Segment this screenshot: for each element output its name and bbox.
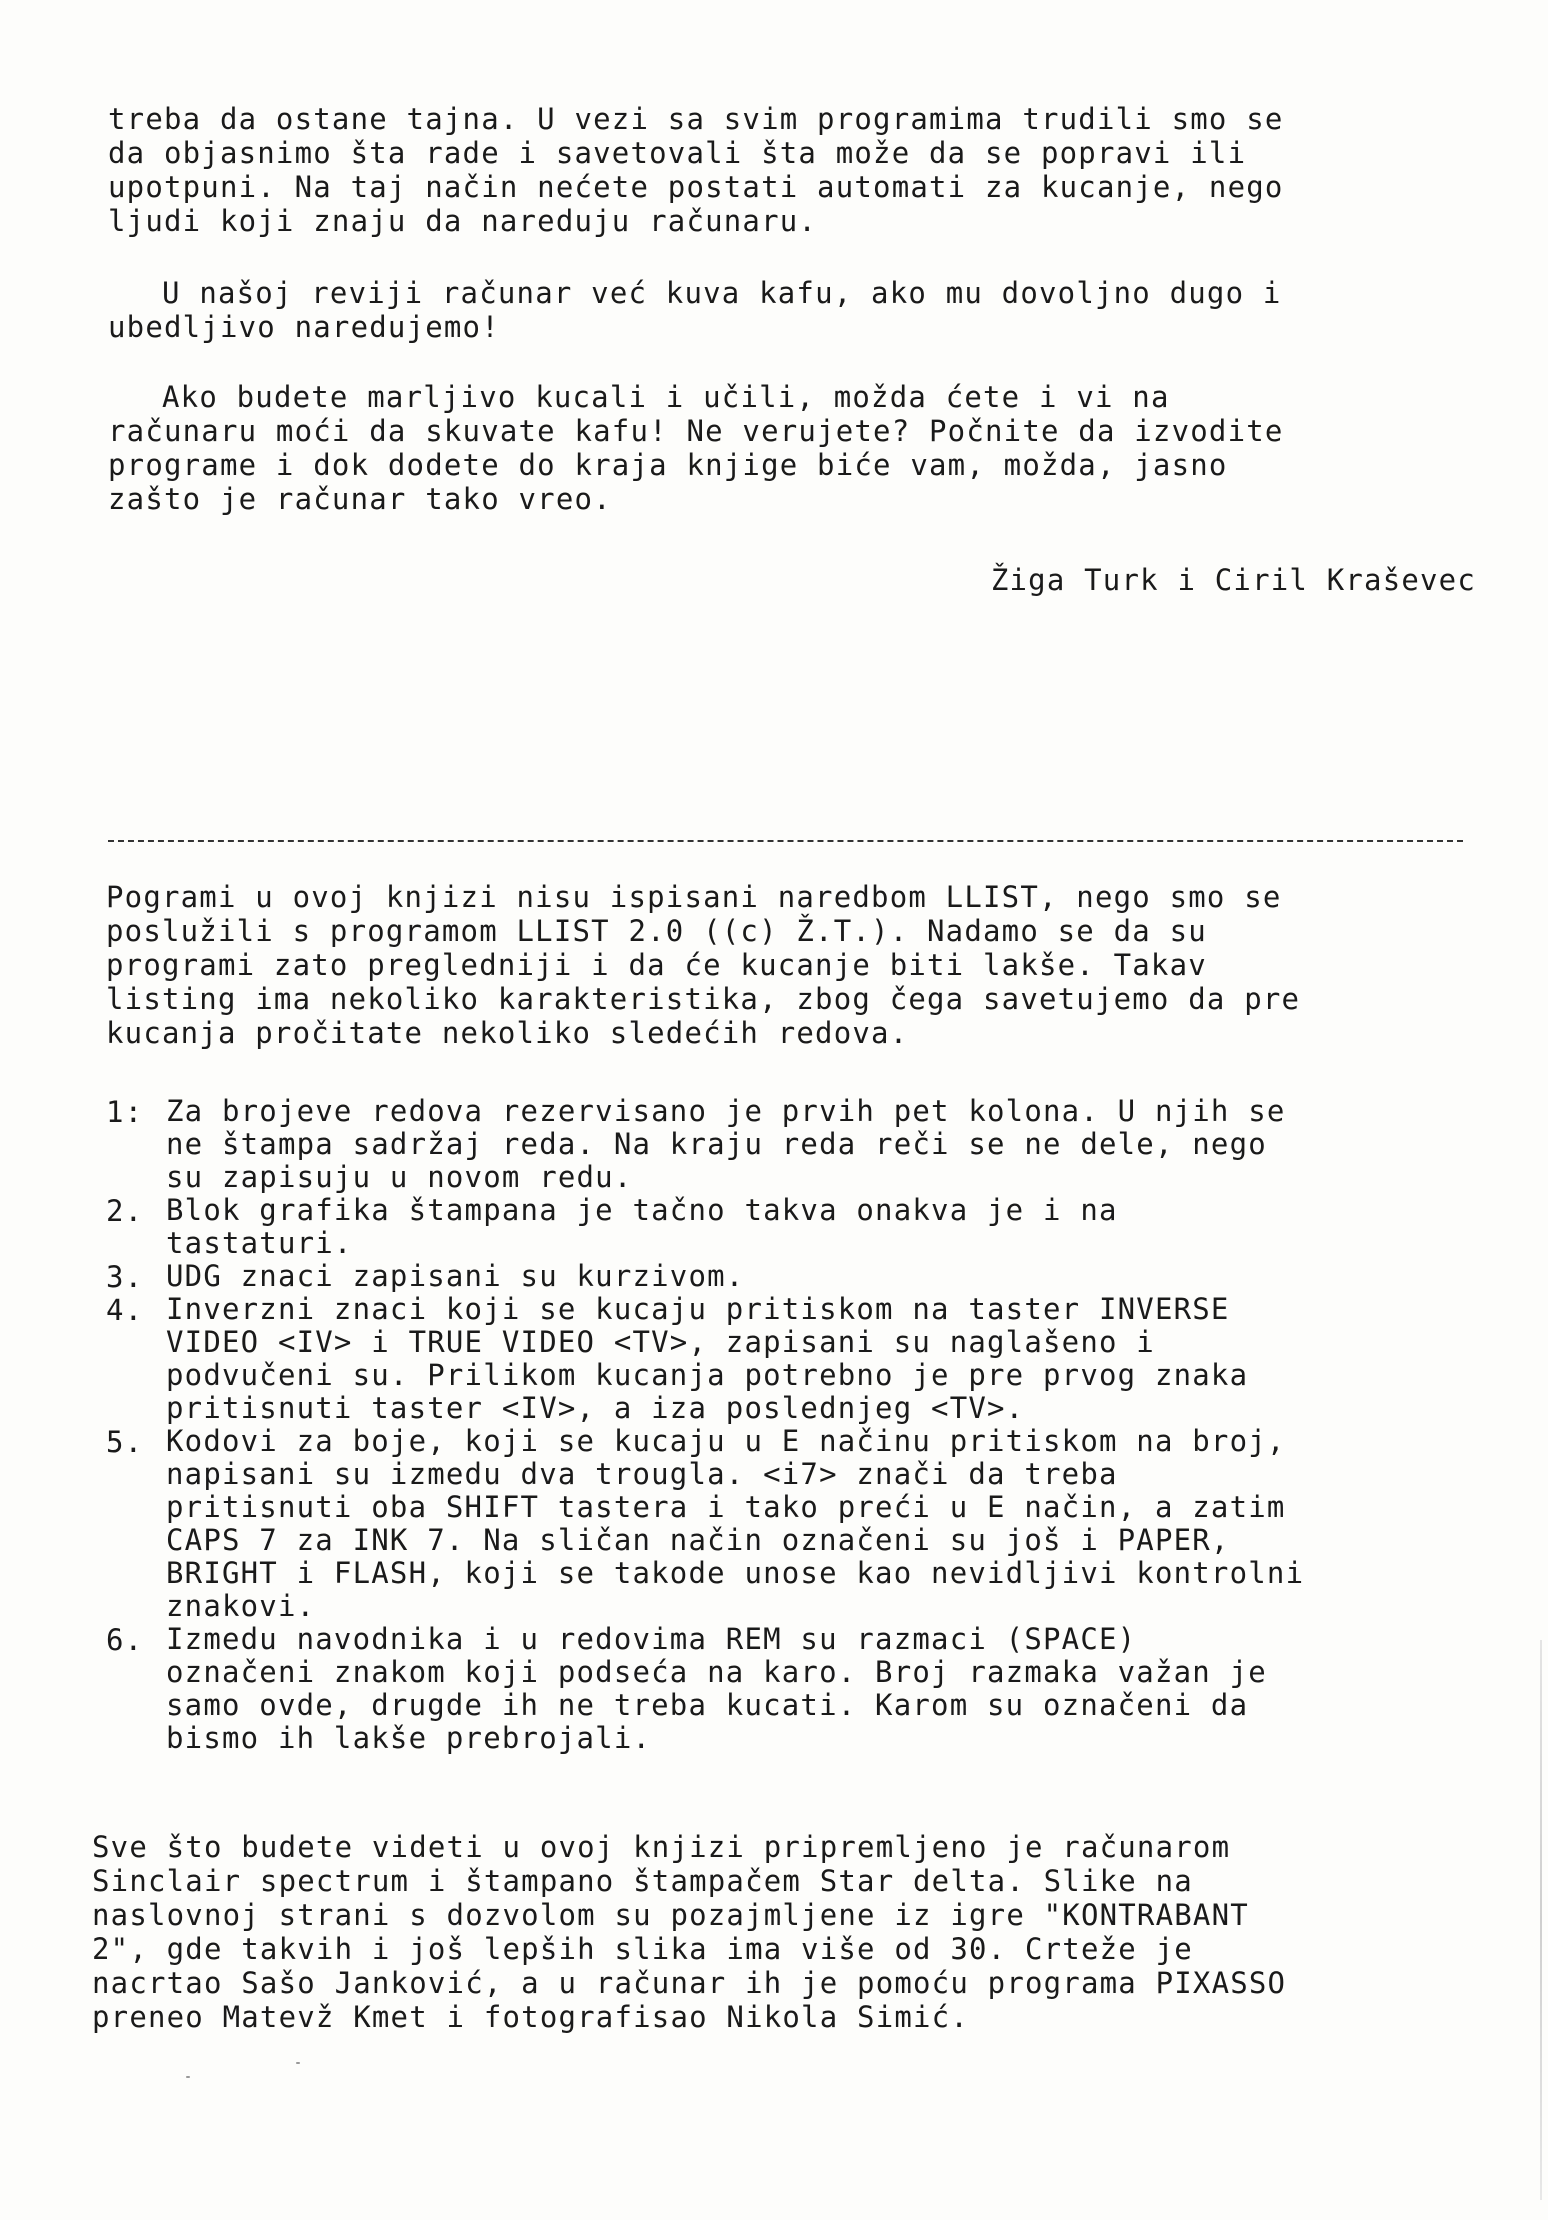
text-line: treba da ostane tajna. U vezi sa svim programima trudili smo se	[108, 102, 1284, 136]
list-item	[106, 1260, 1486, 1293]
text-line: zašto je računar tako vreo.	[108, 482, 612, 516]
text-line: nacrtao Sašo Janković, a u računar ih je pomoću programa PIXASSO	[92, 1966, 1287, 2000]
text-line: da objasnimo šta rade i savetovali šta može da se popravi ili	[108, 136, 1247, 170]
text-line: UDG znaci zapisani su kurzivom.	[166, 1259, 745, 1293]
list-number: 5.	[106, 1425, 144, 1459]
text-line: programe i dok dodete do kraja knjige biće vam, možda, jasno	[108, 448, 1228, 482]
list-item	[106, 1095, 1486, 1194]
text-line: ne štampa sadržaj reda. Na kraju reda reči se ne dele, nego	[166, 1127, 1267, 1161]
list-item	[106, 1293, 1486, 1425]
text-line: programi zato pregledniji i da će kucanje biti lakše. Takav	[106, 948, 1207, 982]
text-line: Ako budete marljivo kucali i učili, možda ćete i vi na	[162, 380, 1170, 414]
scan-speck	[296, 2062, 300, 2064]
list-number: 2.	[106, 1194, 144, 1228]
text-line: naslovnoj strani s dozvolom su pozajmljene iz igre "KONTRABANT	[92, 1898, 1249, 1932]
list-number: 6.	[106, 1623, 144, 1657]
text-line: 2", gde takvih i još lepših slika ima više od 30. Crteže je	[92, 1932, 1193, 1966]
text-line: znakovi.	[166, 1589, 316, 1623]
text-line: VIDEO <IV> i TRUE VIDEO <TV>, zapisani su naglašeno i	[166, 1325, 1155, 1359]
text-line: samo ovde, drugde ih ne treba kucati. Karom su označeni da	[166, 1688, 1249, 1722]
numbered-list	[106, 1095, 1486, 1755]
text-line: Inverzni znaci koji se kucaju pritiskom na taster INVERSE	[166, 1292, 1230, 1326]
text-line: ljudi koji znaju da nareduju računaru.	[108, 204, 818, 238]
text-line: kucanja pročitate nekoliko sledećih redova.	[106, 1016, 909, 1050]
page-edge-shadow	[1540, 1640, 1542, 2200]
text-line: Izmedu navodnika i u redovima REM su razmaci (SPACE)	[166, 1622, 1137, 1656]
signature: Žiga Turk i Ciril Kraševec	[990, 563, 1476, 597]
notes-intro-paragraph	[106, 880, 1476, 1050]
text-line: su zapisuju u novom redu.	[166, 1160, 633, 1194]
text-line: označeni znakom koji podseća na karo. Broj razmaka važan je	[166, 1655, 1267, 1689]
list-number: 4.	[106, 1293, 144, 1327]
text-line: Kodovi za boje, koji se kucaju u E načinu pritiskom na broj,	[166, 1424, 1286, 1458]
scan-speck	[186, 2076, 190, 2078]
text-line: Sve što budete videti u ovoj knjizi pripremljeno je računarom	[92, 1830, 1231, 1864]
text-line: upotpuni. Na taj način nećete postati automati za kucanje, nego	[108, 170, 1284, 204]
text-line: Sinclair spectrum i štampano štampačem Star delta. Slike na	[92, 1864, 1193, 1898]
text-line: računaru moći da skuvate kafu! Ne verujete? Počnite da izvodite	[108, 414, 1284, 448]
text-line: U našoj reviji računar već kuva kafu, ako mu dovoljno dugo i	[162, 276, 1282, 310]
text-line: Za brojeve redova rezervisano je prvih pet kolona. U njih se	[166, 1094, 1286, 1128]
text-line: poslužili s programom LLIST 2.0 ((c) Ž.T.). Nadamo se da su	[106, 914, 1207, 948]
dashed-divider	[108, 840, 1463, 842]
list-item	[106, 1425, 1486, 1623]
text-line: ubedljivo naredujemo!	[108, 310, 500, 344]
text-line: bismo ih lakše prebrojali.	[166, 1721, 652, 1755]
text-line: preneo Matevž Kmet i fotografisao Nikola Simić.	[92, 2000, 969, 2034]
text-line: CAPS 7 za INK 7. Na sličan način označeni su još i PAPER,	[166, 1523, 1230, 1557]
intro-paragraph-1	[108, 102, 1478, 238]
text-line: listing ima nekoliko karakteristika, zbog čega savetujemo da pre	[106, 982, 1301, 1016]
list-item	[106, 1194, 1486, 1260]
intro-paragraph-3	[108, 380, 1478, 516]
list-item	[106, 1623, 1486, 1755]
text-line: tastaturi.	[166, 1226, 353, 1260]
closing-paragraph	[92, 1830, 1462, 2034]
text-line: Pogrami u ovoj knjizi nisu ispisani naredbom LLIST, nego smo se	[106, 880, 1282, 914]
text-line: napisani su izmedu dva trougla. <i7> znači da treba	[166, 1457, 1118, 1491]
text-line: Blok grafika štampana je tačno takva onakva je i na	[166, 1193, 1118, 1227]
text-line: BRIGHT i FLASH, koji se takode unose kao nevidljivi kontrolni	[166, 1556, 1305, 1590]
list-number: 3.	[106, 1260, 144, 1294]
text-line: podvučeni su. Prilikom kucanja potrebno je pre prvog znaka	[166, 1358, 1249, 1392]
intro-paragraph-2	[108, 276, 1478, 344]
list-number: 1:	[106, 1095, 144, 1129]
text-line: pritisnuti oba SHIFT tastera i tako preći u E način, a zatim	[166, 1490, 1286, 1524]
text-line: pritisnuti taster <IV>, a iza poslednjeg <TV>.	[166, 1391, 1025, 1425]
